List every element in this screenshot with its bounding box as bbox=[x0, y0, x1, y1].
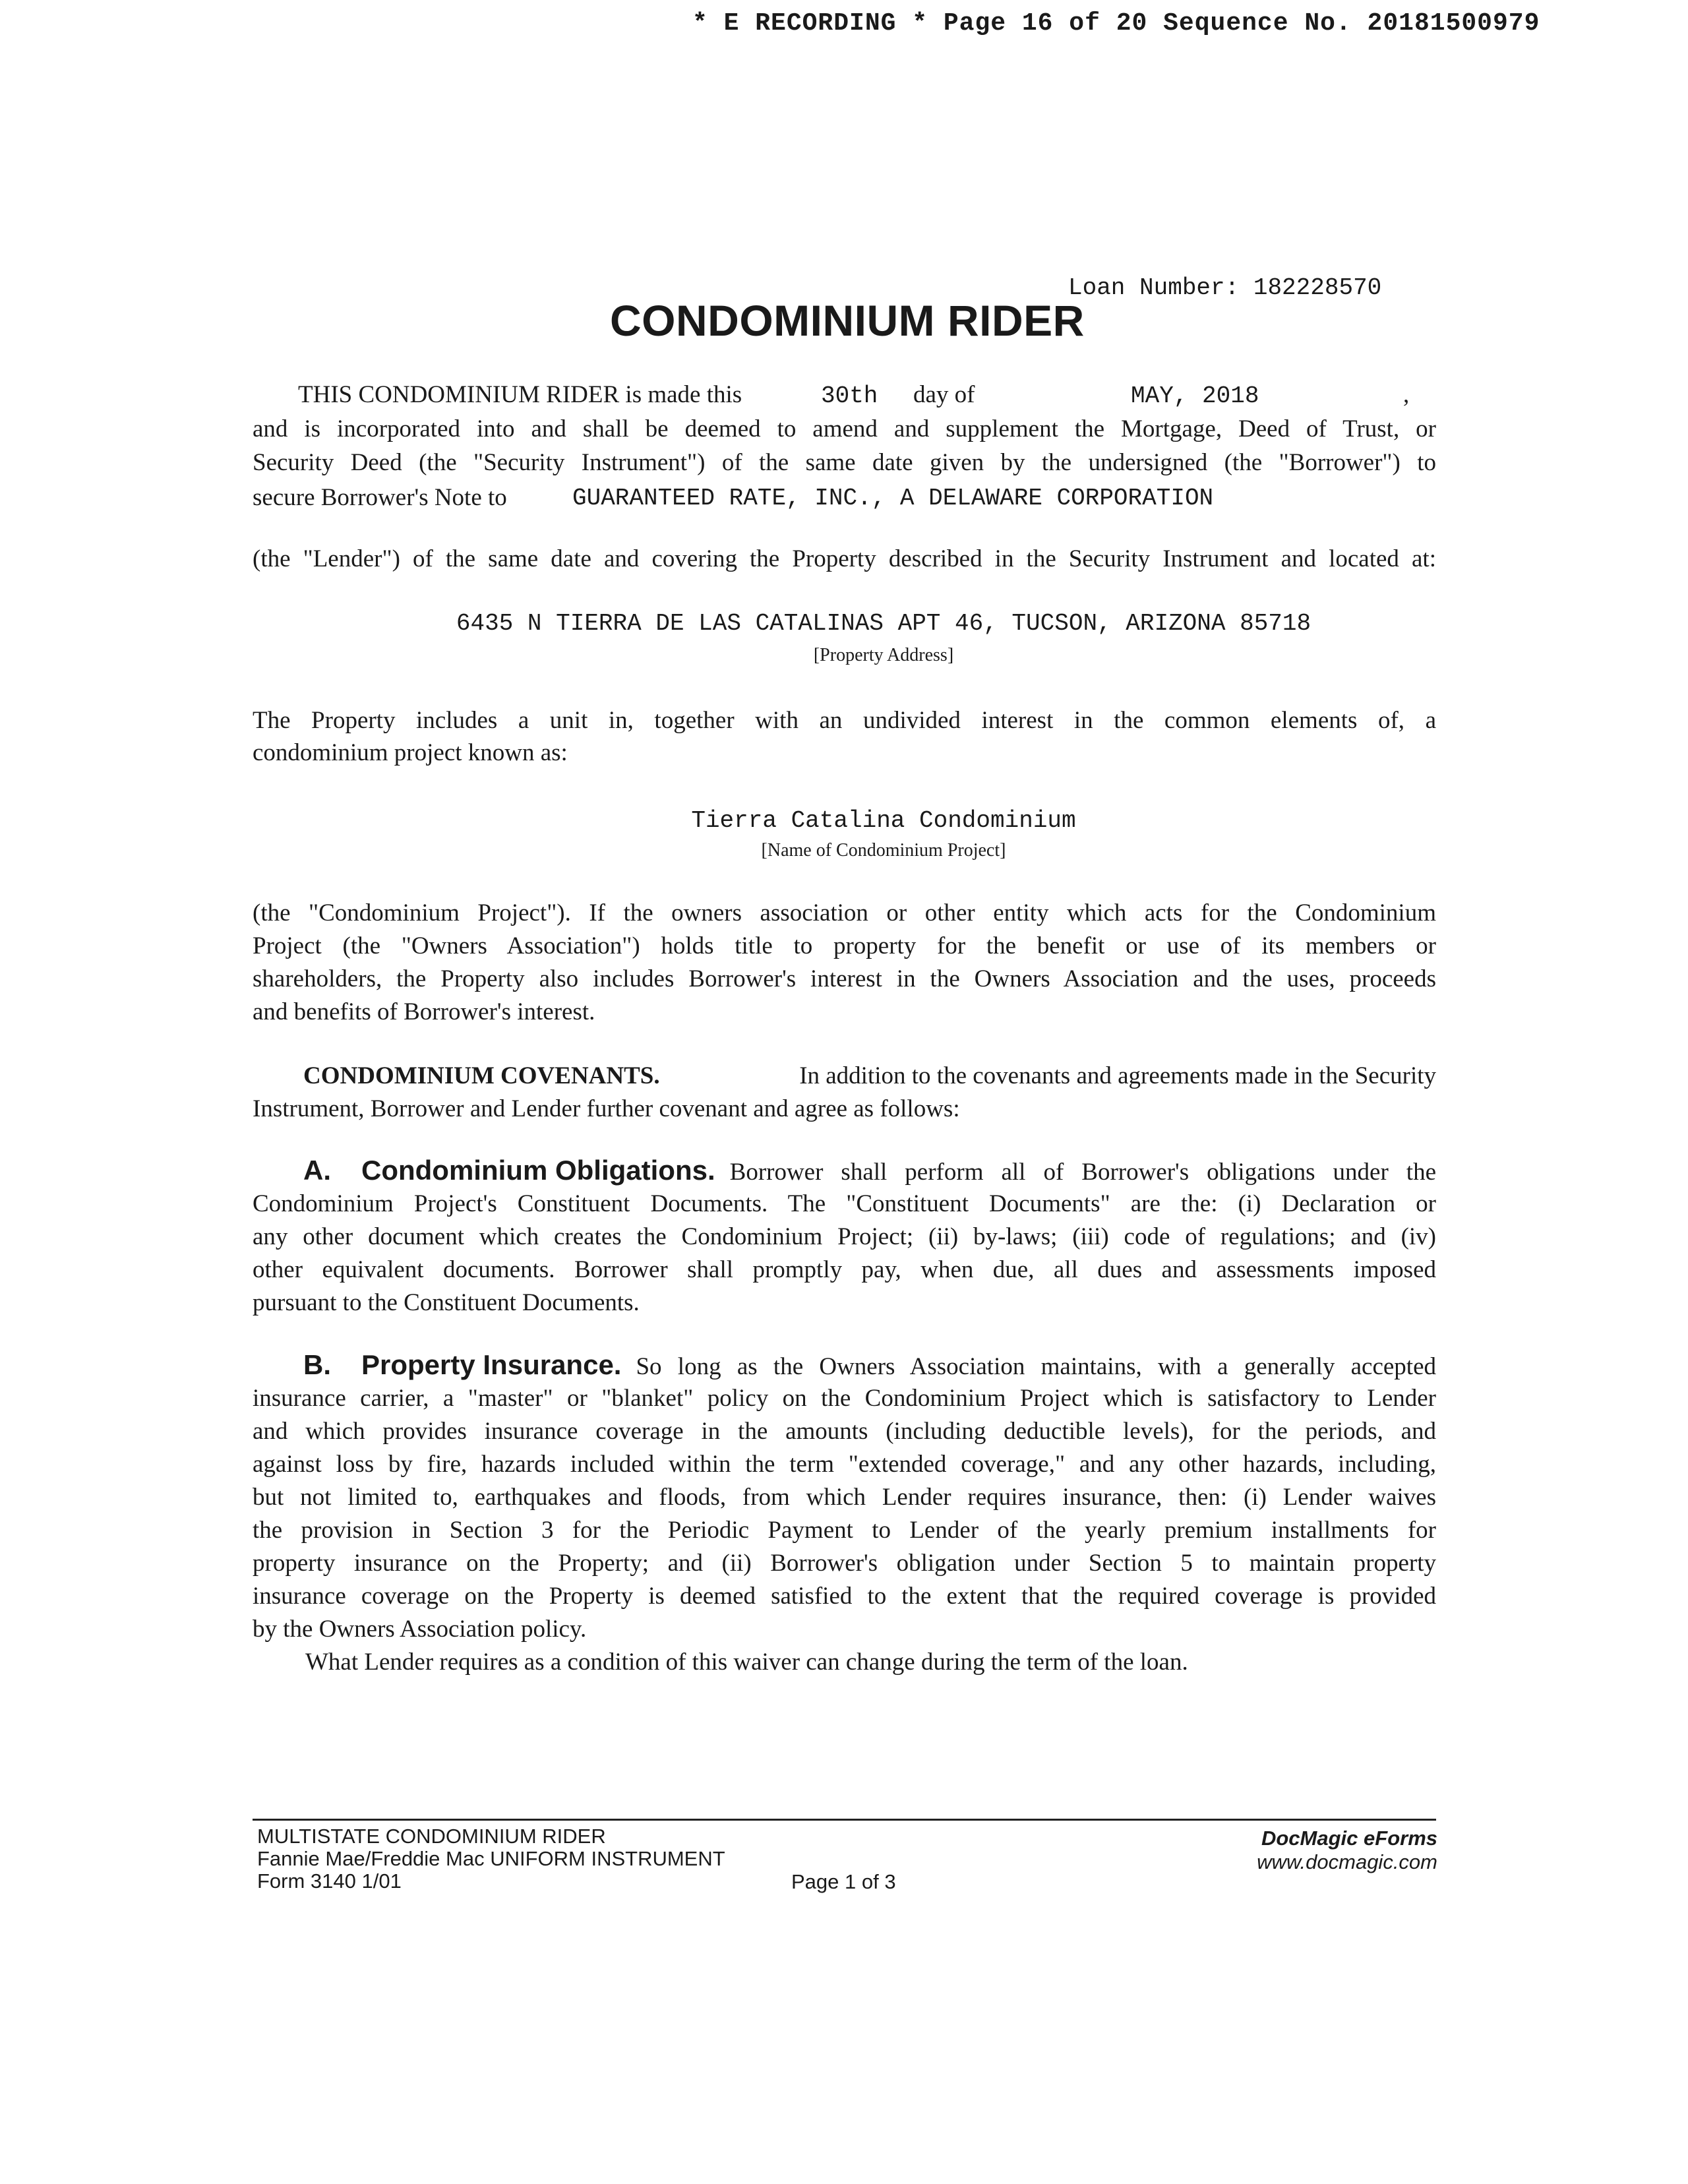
section-a-line: any other document which creates the Condominium Project; (ii) by-laws; (iii) code of regulations; and (iv) bbox=[253, 1223, 1436, 1250]
section-a-heading-line bbox=[303, 1154, 1436, 1188]
section-a-line-1-text: Borrower shall perform all of Borrower's obligations under the bbox=[729, 1159, 1436, 1186]
intro-comma: , bbox=[1403, 381, 1410, 408]
document-title: CONDOMINIUM RIDER bbox=[610, 296, 1085, 345]
section-a-line: Condominium Project's Constituent Documents. The "Constituent Documents" are the: (i) Declaration or bbox=[253, 1190, 1436, 1217]
project-paragraph-line: and benefits of Borrower's interest. bbox=[253, 998, 595, 1025]
loan-number: Loan Number: 182228570 bbox=[1068, 274, 1382, 301]
footer-divider bbox=[253, 1819, 1436, 1821]
section-b-title: Property Insurance. bbox=[361, 1349, 622, 1380]
section-b-line: property insurance on the Property; and (ii) Borrower's obligation under Section 5 to maintain property bbox=[253, 1550, 1436, 1577]
docmagic-url: www.docmagic.com bbox=[1257, 1850, 1437, 1873]
section-b-waiver-line: What Lender requires as a condition of this waiver can change during the term of the loan. bbox=[305, 1649, 1188, 1676]
covenants-heading: CONDOMINIUM COVENANTS. bbox=[303, 1062, 660, 1089]
section-a-line: other equivalent documents. Borrower shall promptly pay, when due, all dues and assessments imposed bbox=[253, 1256, 1436, 1283]
condominium-project-name: Tierra Catalina Condominium bbox=[691, 807, 1076, 834]
property-includes-line-2: condominium project known as: bbox=[253, 739, 568, 766]
section-b-letter: B. bbox=[303, 1349, 331, 1380]
lender-name: GUARANTEED RATE, INC., A DELAWARE CORPORATION bbox=[572, 485, 1214, 512]
condominium-project-caption: [Name of Condominium Project] bbox=[761, 840, 1006, 861]
docmagic-logo: DocMagic eForms bbox=[1261, 1827, 1437, 1850]
intro-day-of: day of bbox=[913, 381, 975, 408]
recording-header: * E RECORDING * Page 16 of 20 Sequence No. 20181500979 bbox=[692, 9, 1540, 38]
intro-line-4-lead: secure Borrower's Note to bbox=[253, 484, 507, 511]
footer-form-info bbox=[257, 1825, 725, 1893]
intro-lead: THIS CONDOMINIUM RIDER is made this bbox=[298, 381, 742, 408]
section-b-line: by the Owners Association policy. bbox=[253, 1616, 587, 1643]
covenants-line-1 bbox=[303, 1060, 1436, 1092]
section-a-title: Condominium Obligations. bbox=[361, 1155, 715, 1186]
section-b-line: the provision in Section 3 for the Periodic Payment to Lender of the yearly premium installments for bbox=[253, 1517, 1436, 1544]
section-b-heading-line bbox=[303, 1349, 1436, 1383]
section-b-line: and which provides insurance coverage in the amounts (including deductible levels), for the periods, and bbox=[253, 1418, 1436, 1445]
section-b-line: insurance carrier, a "master" or "blanket" policy on the Condominium Project which is satisfactory to Lender bbox=[253, 1385, 1436, 1412]
footer-form-line-3: Form 3140 1/01 bbox=[257, 1869, 402, 1893]
intro-line-2: and is incorporated into and shall be deemed to amend and supplement the Mortgage, Deed of Trust, or bbox=[253, 415, 1436, 442]
section-b-line: insurance coverage on the Property is deemed satisfied to the extent that the required coverage is provided bbox=[253, 1583, 1436, 1610]
section-b-line-1-text: So long as the Owners Association maintains, with a generally accepted bbox=[636, 1353, 1436, 1380]
section-a-letter: A. bbox=[303, 1155, 331, 1186]
project-paragraph-line: (the "Condominium Project"). If the owners association or other entity which acts for the Condominium bbox=[253, 899, 1436, 926]
property-address-caption: [Property Address] bbox=[813, 645, 954, 665]
footer-brand-block bbox=[1226, 1827, 1437, 1874]
property-address: 6435 N TIERRA DE LAS CATALINAS APT 46, TUCSON, ARIZONA 85718 bbox=[456, 610, 1311, 637]
footer-form-line-1: MULTISTATE CONDOMINIUM RIDER bbox=[257, 1825, 606, 1848]
section-b-line: against loss by fire, hazards included within the term "extended coverage," and any other hazards, including, bbox=[253, 1451, 1436, 1478]
project-paragraph-line: Project (the "Owners Association") holds title to property for the benefit or use of its members or bbox=[253, 932, 1436, 959]
footer-form-line-2: Fannie Mae/Freddie Mac UNIFORM INSTRUMENT bbox=[257, 1847, 725, 1870]
intro-day-value: 30th bbox=[821, 382, 878, 410]
property-includes-line-1: The Property includes a unit in, together with an undivided interest in the common elements of, a bbox=[253, 707, 1436, 734]
project-paragraph-line: shareholders, the Property also includes Borrower's interest in the Owners Association and the uses, proceeds bbox=[253, 965, 1436, 992]
covenants-line-1-text: In addition to the covenants and agreements made in the Security bbox=[799, 1062, 1436, 1089]
intro-line-5: (the "Lender") of the same date and covering the Property described in the Security Instrument and located at: bbox=[253, 545, 1436, 572]
intro-month-year: MAY, 2018 bbox=[1131, 382, 1259, 410]
intro-line-3: Security Deed (the "Security Instrument") of the same date given by the undersigned (the "Borrower") to bbox=[253, 449, 1436, 476]
covenants-line-2: Instrument, Borrower and Lender further covenant and agree as follows: bbox=[253, 1095, 960, 1122]
footer-page-number: Page 1 of 3 bbox=[791, 1870, 896, 1893]
section-a-line: pursuant to the Constituent Documents. bbox=[253, 1289, 640, 1316]
section-b-line: but not limited to, earthquakes and floods, from which Lender requires insurance, then: (i) Lender waives bbox=[253, 1484, 1436, 1511]
